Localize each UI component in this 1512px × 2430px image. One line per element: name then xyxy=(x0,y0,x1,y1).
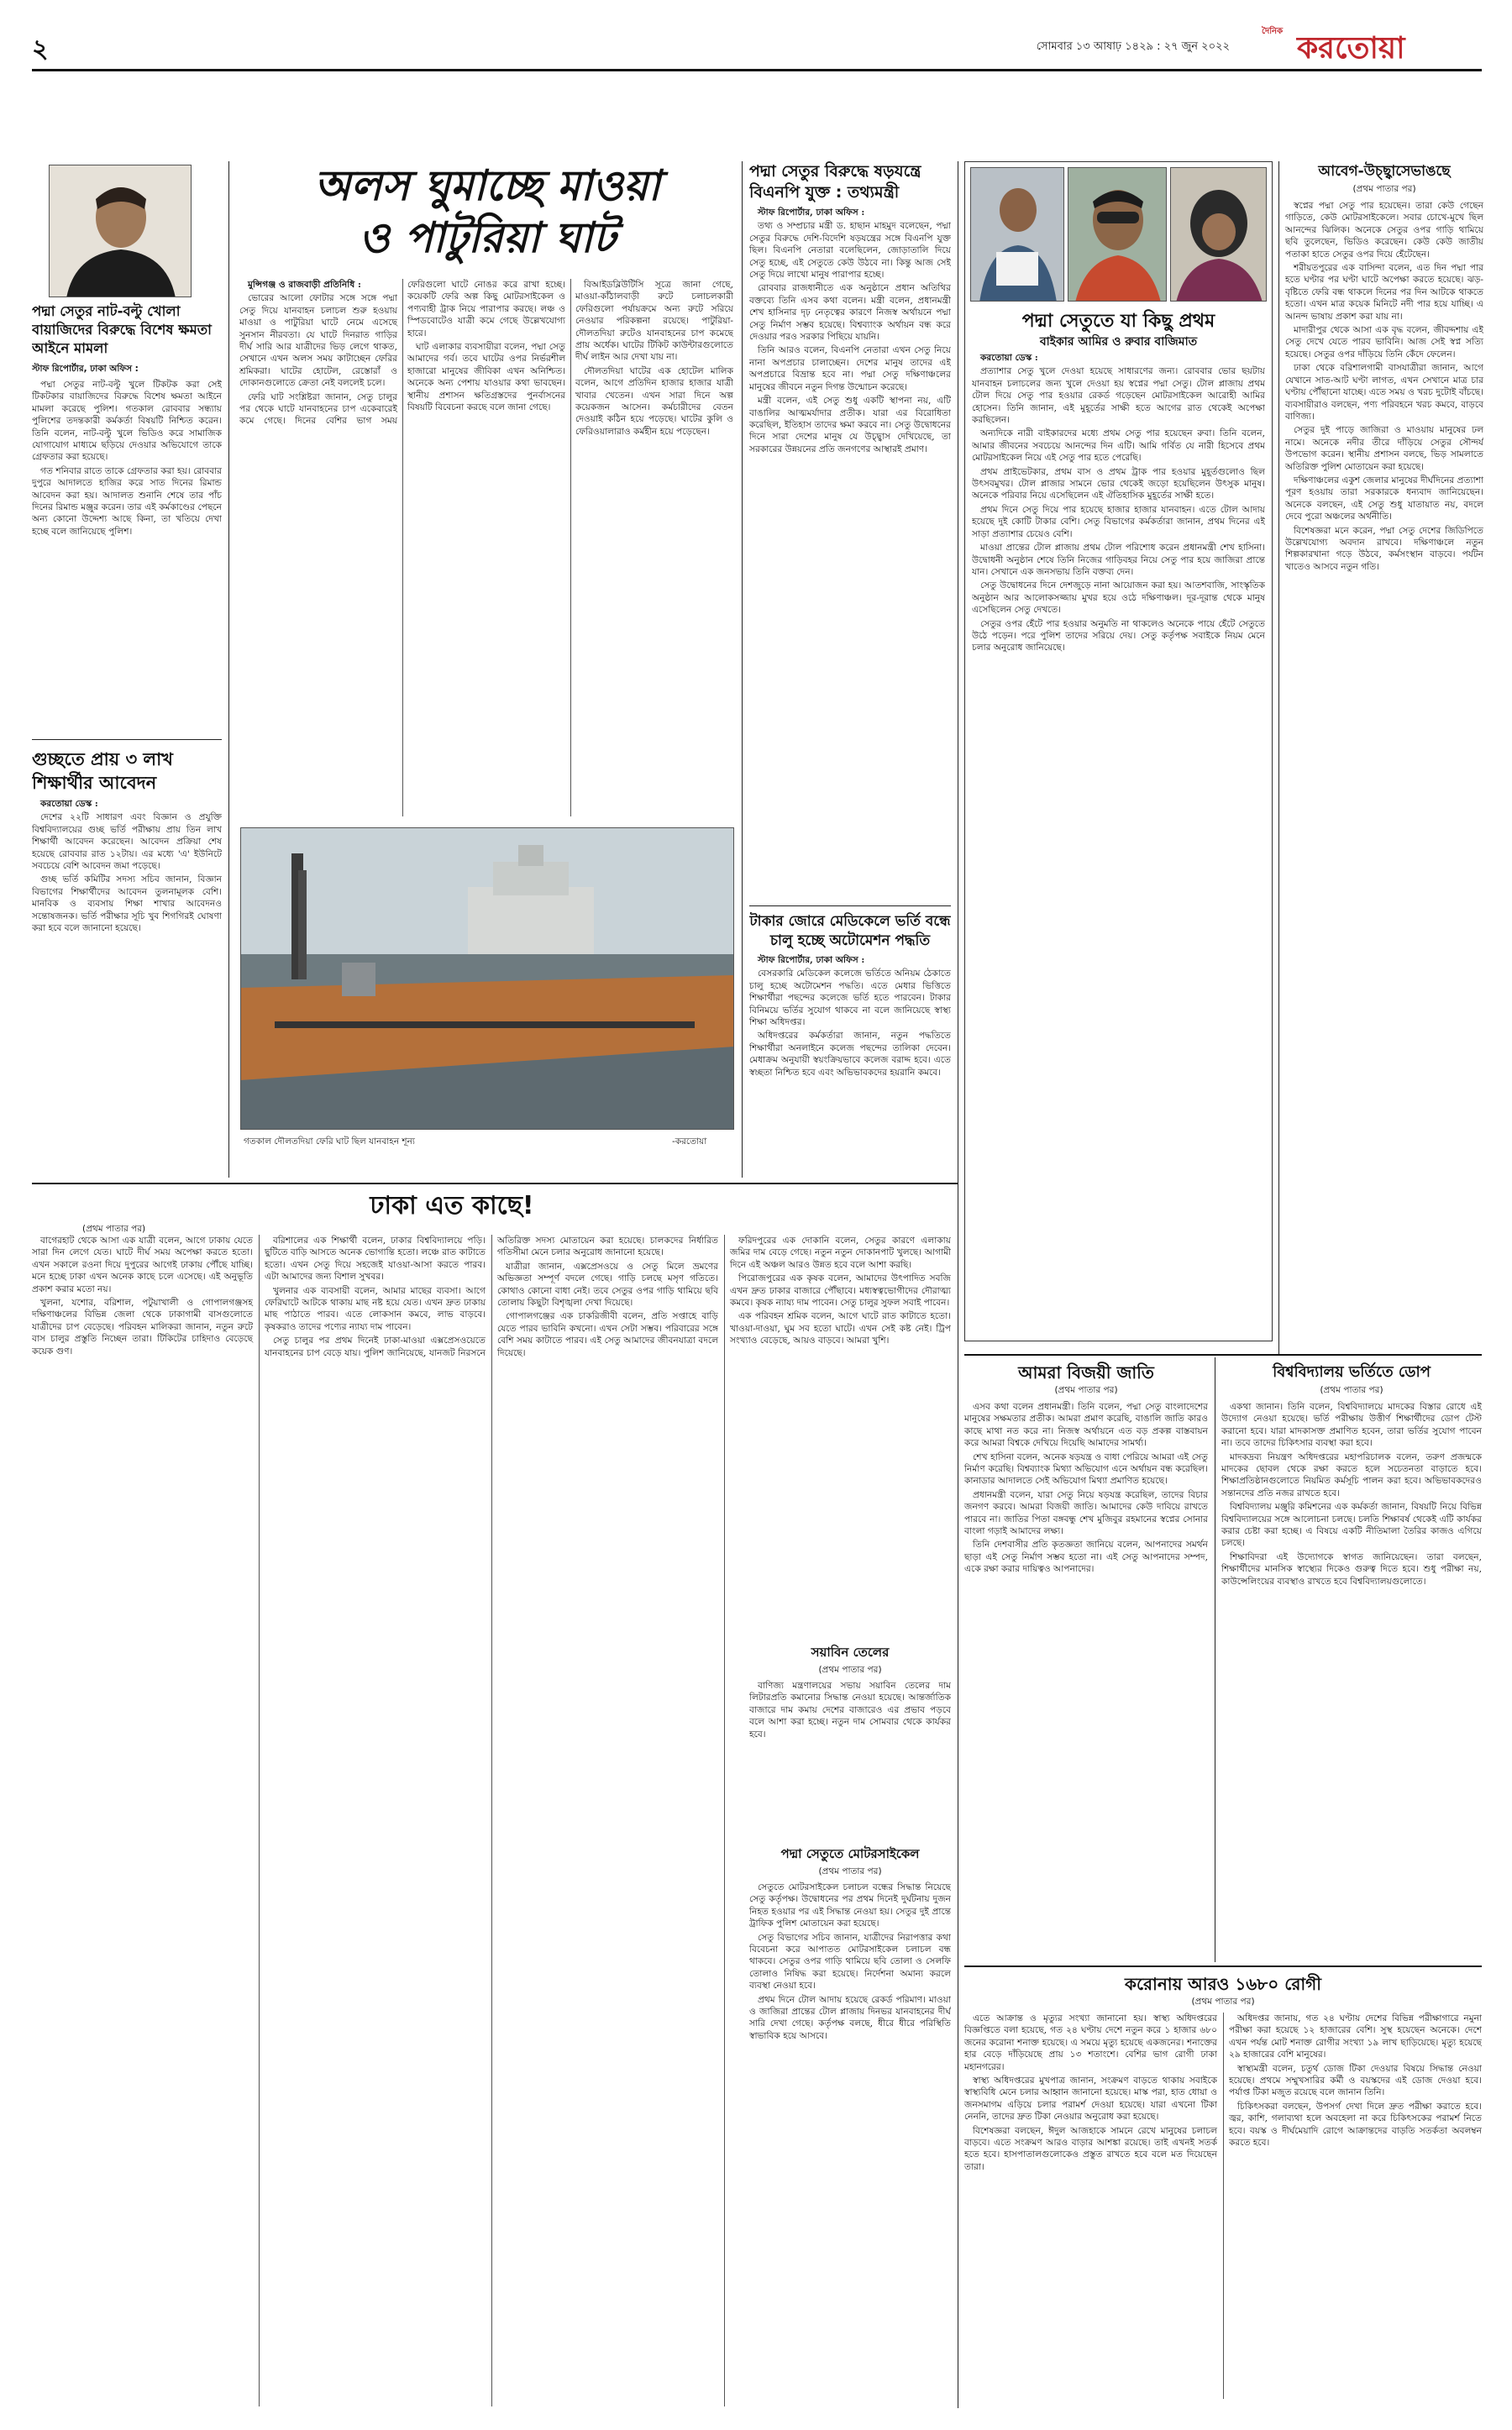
subheadline-first: বাইকার আমির ও রুবার বাজিমাত xyxy=(1039,335,1198,349)
paragraph xyxy=(239,279,397,291)
photo-strip xyxy=(970,167,1267,302)
paragraph: পদ্মা সেতুর নাট-বল্টু খুলে টিকটক করা সেই টিকটকার বায়াজিদের বিরুদ্ধে বিশেষ ক্ষমতা আইনে মামলা করেছে পুলিশ। গতকাল রোববার সন্ধ্যায় পুলিশের তদন্তকারী কর্মকর্তা বিষয়টি নিশ্চিত করেন। তিনি বলেন, নাট-বল্টু খুলে ভিডিও করে সামাজিক যোগাযোগ মাধ্যমে ছড়িয়ে দেওয়ার অভিযোগে তাকে গ্রেফতার করা হয়েছে। xyxy=(32,380,222,463)
byline-nutbolt: স্টাফ রিপোর্টার, ঢাকা অফিস : xyxy=(32,364,139,374)
ferry-ghat-illustration xyxy=(241,828,734,1130)
paragraph: মন্ত্রী বলেন, এই সেতু শুধু একটি স্থাপনা নয়, এটি বাঙালির আত্মমর্যাদার প্রতীক। যারা এর বিরোধিতা করেছিল, ইতিহাস তাদের ক্ষমা করবে না। সেতু উদ্বোধনের দিনে সারা দেশের মানুষ যে উচ্ছ্বাস দেখিয়েছে, তা সরকারের উন্নয়নের প্রতি জনগণের আস্থারই প্রমাণ। xyxy=(749,396,951,454)
headline-nutbolt: পদ্মা সেতুর নাট-বল্টু খোলা বায়াজিদের বিরুদ্ধে বিশেষ ক্ষমতা আইনে মামলা xyxy=(32,303,212,356)
jump-oil: (প্রথম পাতার পর) xyxy=(818,1665,882,1675)
paragraph: অধিদপ্তরের কর্মকর্তারা জানান, নতুন পদ্ধতিতে শিক্ষার্থীরা অনলাইনে কলেজ পছন্দের তালিকা দেবেন। মেধাক্রম অনুযায়ী স্বয়ংক্রিয়ভাবে কলেজ বরাদ্দ হবে। এতে স্বচ্ছতা নিশ্চিত হবে এবং অভিভাবকদের হয়রানি কমবে। xyxy=(749,1031,951,1078)
jump-motorbike2: (প্রথম পাতার পর) xyxy=(818,1866,882,1876)
body-motorbike2 xyxy=(749,1882,951,2042)
photo-ferry-ghat xyxy=(240,827,734,1130)
body-emotion xyxy=(1285,200,1483,1354)
paragraph: সেতু চালুর পর প্রথম দিনেই ঢাকা-মাওয়া এক্সপ্রেসওয়েতে যানবাহনের চাপ বেড়ে যায়। পুলিশ জানিয়েছে, যানজট নিরসনে অতিরিক্ত সদস্য মোতায়েন করা হয়েছে। চালকদের নির্ধারিত গতিসীমা মেনে চলার অনুরোধ জানানো হয়েছে। xyxy=(265,1236,718,1358)
paragraph: এক পরিবহন শ্রমিক বলেন, আগে ঘাটে রাত কাটাতে হতো। খাওয়া-দাওয়া, ঘুম সব হতো ঘাটে। এখন সেই কষ্ট নেই। ট্রিপ সংখ্যাও বেড়েছে, আয়ও বাড়বে। আমরা খুশি। xyxy=(730,1311,951,1346)
date-line: সোমবার ১৩ আষাঢ় ১৪২৯ : ২৭ জুন ২০২২ xyxy=(1036,40,1230,53)
headline-students: গুচ্ছতে প্রায় ৩ লাখ শিক্ষার্থীর আবেদন xyxy=(32,749,173,793)
paragraph: যাত্রীরা জানান, এক্সপ্রেসওয়ে ও সেতু মিলে ভ্রমণের অভিজ্ঞতা সম্পূর্ণ বদলে গেছে। গাড়ি চলছে মসৃণ গতিতে। কোথাও কোনো বাধা নেই। তবে সেতুর ওপর গাড়ি থামিয়ে ছবি তোলায় কিছুটা বিশৃঙ্খলা দেখা দিয়েছে। xyxy=(497,1261,718,1309)
paragraph: প্রথম প্রাইভেটকার, প্রথম বাস ও প্রথম ট্রাক পার হওয়ার মুহূর্তগুলোও ছিল উৎসবমুখর। টোল প্লাজার সামনে ভোর থেকেই জড়ো হয়েছিলেন উৎসুক মানুষ। অনেকে পরিবার নিয়ে এসেছিলেন এই ঐতিহাসিক মুহূর্তের সাক্ষী হতে। xyxy=(972,466,1265,501)
paragraph: প্রধানমন্ত্রী বলেন, যারা সেতু নিয়ে ষড়যন্ত্র করেছিল, তাদের বিচার জনগণ করবে। আমরা বিজয়ী জাতি। আমাদের কেউ দাবিয়ে রাখতে পারবে না। জাতির পিতা বঙ্গবন্ধু শেখ মুজিবুর রহমানের স্বপ্নের সোনার বাংলা গড়াই আমাদের লক্ষ্য। xyxy=(964,1489,1208,1537)
paragraph: বাগেরহাট থেকে আসা এক যাত্রী বলেন, আগে ঢাকায় যেতে সারা দিন লেগে যেত। ঘাটে দীর্ঘ সময় অপেক্ষা করতে হতো। এখন সকালে রওনা দিয়ে দুপুরের আগেই ঢাকায় পৌঁছে যাচ্ছি। মনে হচ্ছে ঢাকা এখন অনেক কাছে চলে এসেছে। এই অনুভূতি প্রকাশ করার মতো নয়। xyxy=(32,1236,253,1294)
paragraph: মাদারীপুর থেকে আসা এক বৃদ্ধ বলেন, জীবদ্দশায় এই সেতু দেখে যেতে পারব ভাবিনি। আজ সেই স্বপ্ন সত্যি হয়েছে। সেতুর ওপর দাঁড়িয়ে তিনি কেঁদে ফেলেন। xyxy=(1285,325,1483,360)
story-medical xyxy=(749,912,951,1178)
paragraph: অন্যদিকে নারী বাইকারদের মধ্যে প্রথম সেতু পার হয়েছেন রুবা। তিনি বলেন, আমার জীবনের সবচেয়ে আনন্দের দিন এটি। আমি গর্বিত যে নারী হিসেবে প্রথম মোটরসাইকেল নিয়ে এই সেতু পার হতে পেরেছি। xyxy=(972,428,1265,464)
headline-medical: টাকার জোরে মেডিকেলে ভর্তি বন্ধে চালু হচ্ছে অটোমেশন পদ্ধতি xyxy=(749,913,951,949)
paragraph: শিক্ষাবিদরা এই উদ্যোগকে স্বাগত জানিয়েছেন। তারা বলছেন, শিক্ষার্থীদের মানসিক স্বাস্থ্যের দিকেও গুরুত্ব দিতে হবে। শুধু পরীক্ষা নয়, কাউন্সেলিংয়ের ব্যবস্থাও রাখতে হবে বিশ্ববিদ্যালয়গুলোতে। xyxy=(1221,1551,1482,1587)
paragraph: এতে আক্রান্ত ও মৃত্যুর সংখ্যা জানানো হয়। স্বাস্থ্য অধিদপ্তরের বিজ্ঞপ্তিতে বলা হয়েছে, গত ২৪ ঘণ্টায় দেশে নতুন করে ১ হাজার ৬৮০ জনের করোনা শনাক্ত হয়েছে। এ সময়ে মৃত্যু হয়েছে একজনের। শনাক্তের হার বেড়ে দাঁড়িয়েছে প্রায় ১৩ শতাংশে। বেশির ভাগ রোগী ঢাকা মহানগরের। xyxy=(964,2013,1217,2072)
section-rule xyxy=(32,1183,958,1184)
paragraph: বরিশালের এক শিক্ষার্থী বলেন, ঢাকার বিশ্ববিদ্যালয়ে পড়ি। ছুটিতে বাড়ি আসতে অনেক ভোগান্তি হতো। লঞ্চে রাত কাটাতে হতো। এখন সেতু দিয়ে সহজেই যাওয়া-আসা করতে পারব। এটা আমাদের জন্য বিশাল সুখবর। xyxy=(265,1236,486,1283)
paragraph: ফরিদপুরের এক দোকানি বলেন, সেতুর কারণে এলাকায় জমির দাম বেড়ে গেছে। নতুন নতুন দোকানপাট খুলছে। আগামী দিনে এই অঞ্চল আরও উন্নত হবে বলে আশা করছি। xyxy=(730,1236,951,1270)
byline-conspiracy: স্টাফ রিপোর্টার, ঢাকা অফিস : xyxy=(758,207,865,218)
story-nutbolt xyxy=(32,302,222,714)
paragraph: স্বাস্থ্যমন্ত্রী বলেন, চতুর্থ ডোজ টিকা দেওয়ার বিষয়ে সিদ্ধান্ত নেওয়া হয়েছে। প্রথমে সম্মুখসারির কর্মী ও বয়স্কদের এই ডোজ দেওয়া হবে। পর্যাপ্ত টিকা মজুত রয়েছে বলে জানান তিনি। xyxy=(1229,2063,1482,2098)
paragraph: গত শনিবার রাতে তাকে গ্রেফতার করা হয়। রোববার দুপুরে আদালতে হাজির করে সাত দিনের রিমান্ড আবেদন করা হয়। আদালত শুনানি শেষে তার পাঁচ দিনের রিমান্ড মঞ্জুর করেন। তার এই কর্মকাণ্ডের পেছনে অন্য কোনো উদ্দেশ্য আছে কিনা, তা খতিয়ে দেখা হচ্ছে বলে জানিয়েছে পুলিশ। xyxy=(32,465,222,537)
paragraph: বিশেষজ্ঞরা মনে করেন, পদ্মা সেতু দেশের জিডিপিতে উল্লেখযোগ্য অবদান রাখবে। দক্ষিণাঞ্চলে নতুন শিল্পকারখানা গড়ে উঠবে, কর্মসংস্থান বাড়বে। পর্যটন খাতেও আসবে নতুন গতি। xyxy=(1285,525,1483,572)
paragraph: বিআইডব্লিউটিসি সূত্রে জানা গেছে, মাওয়া-কাঁঠালবাড়ী রুটে চলাচলকারী ফেরিগুলো পর্যায়ক্রমে অন্য রুটে সরিয়ে নেওয়ার পরিকল্পনা রয়েছে। পাটুরিয়া-দৌলতদিয়া রুটেও যানবাহনের চাপ কমেছে প্রায় অর্ধেক। ঘাটের টিকিট কাউন্টারগুলোতে দীর্ঘ লাইন আর দেখা যায় না। xyxy=(575,280,733,363)
paragraph: দৌলতদিয়া ঘাটের এক হোটেল মালিক বলেন, আগে প্রতিদিন হাজার হাজার যাত্রী খাবার খেতেন। এখন সারা দিনে অল্প কয়েকজন আসেন। কর্মচারীদের বেতন দেওয়াই কঠিন হয়ে পড়েছে। ঘাটের কুলি ও ফেরিওয়ালারাও কর্মহীন হয়ে পড়েছেন। xyxy=(575,365,733,437)
body-conspiracy xyxy=(749,207,951,455)
paragraph: পিরোজপুরের এক কৃষক বলেন, আমাদের উৎপাদিত সবজি এখন দ্রুত ঢাকার বাজারে পৌঁছাবে। মধ্যস্বত্বভোগীদের দৌরাত্ম্য কমবে। কৃষক ন্যায্য দাম পাবেন। সেতু চালুর সুফল সবাই পাবেন। xyxy=(730,1273,951,1309)
story-conspiracy xyxy=(749,161,951,900)
paragraph: তিনি আরও বলেন, বিএনপি নেতারা এখন সেতু নিয়ে নানা অপপ্রচার চালাচ্ছেন। দেশের মানুষ তাদের এই অপপ্রচারে বিভ্রান্ত হবে না। পদ্মা সেতু দক্ষিণাঞ্চলের মানুষের জীবনে নতুন দিগন্ত উন্মোচন করেছে। xyxy=(749,345,951,392)
paragraph: স্বাস্থ্য অধিদপ্তরের মুখপাত্র জানান, সংক্রমণ বাড়তে থাকায় সবাইকে স্বাস্থ্যবিধি মেনে চলার আহ্বান জানানো হয়েছে। মাস্ক পরা, হাত ধোয়া ও জনসমাগম এড়িয়ে চলার পরামর্শ দেওয়া হয়েছে। যারা এখনো টিকা নেননি, তাদের দ্রুত টিকা নেওয়ার অনুরোধ করা হয়েছে। xyxy=(964,2076,1217,2123)
paragraph xyxy=(972,352,1265,364)
lead-headline-block xyxy=(239,160,735,270)
paragraph: দেশের ২২টি সাধারণ এবং বিজ্ঞান ও প্রযুক্তি বিশ্ববিদ্যালয়ের গুচ্ছ ভর্তি পরীক্ষায় প্রায় তিন লাখ শিক্ষার্থী আবেদন করেছেন। আবেদন প্রক্রিয়া শেষ হয়েছে রোববার রাত ১২টায়। এর মধ্যে 'এ' ইউনিটে সবচেয়ে বেশি আবেদন জমা পড়েছে। xyxy=(32,812,222,872)
paragraph: তিনি দেশবাসীর প্রতি কৃতজ্ঞতা জানিয়ে বলেন, আপনাদের সমর্থন ছাড়া এই সেতু নির্মাণ সম্ভব হতো না। এই সেতু আপনাদের সম্পদ, একে রক্ষা করার দায়িত্বও আপনাদের। xyxy=(964,1540,1208,1575)
body-first xyxy=(972,352,1265,1335)
paragraph: মাদকদ্রব্য নিয়ন্ত্রণ অধিদপ্তরের মহাপরিচালক বলেন, তরুণ প্রজন্মকে মাদকের ছোবল থেকে রক্ষা করতে হলে সচেতনতা বাড়াতে হবে। শিক্ষাপ্রতিষ্ঠানগুলোতে নিয়মিত কর্মসূচি পালন করা হবে। অভিভাবকদেরও সন্তানদের প্রতি নজর রাখতে হবে। xyxy=(1221,1451,1482,1498)
paragraph: সেতু বিভাগের সচিব জানান, যাত্রীদের নিরাপত্তার কথা বিবেচনা করে আপাতত মোটরসাইকেল চলাচল বন্ধ থাকবে। সেতুর ওপর গাড়ি থামিয়ে ছবি তোলা ও সেলফি তোলাও নিষিদ্ধ করা হয়েছে। নির্দেশনা অমান্য করলে ব্যবস্থা নেওয়া হবে। xyxy=(749,1932,951,1992)
body-oil xyxy=(749,1680,951,1740)
body-corona xyxy=(964,2013,1482,2399)
story-nation xyxy=(964,1361,1208,1949)
woman-in-helmet-icon xyxy=(1171,168,1267,302)
photo-person-document xyxy=(970,167,1064,302)
paragraph: বাণিজ্য মন্ত্রণালয়ের সভায় সয়াবিন তেলের দাম লিটারপ্রতি কমানোর সিদ্ধান্ত নেওয়া হয়েছে। আন্তর্জাতিক বাজারে দাম কমায় দেশের বাজারেও এর প্রভাব পড়বে বলে আশা করা হচ্ছে। নতুন দাম সোমবার থেকে কার্যকর হবে। xyxy=(749,1681,951,1740)
body-university xyxy=(1221,1401,1482,1588)
lead-body xyxy=(239,279,733,816)
page-number: ২ xyxy=(32,34,49,64)
paragraph: চিকিৎসকরা বলছেন, উপসর্গ দেখা দিলে দ্রুত পরীক্ষা করাতে হবে। জ্বর, কাশি, গলাব্যথা হলে অবহেলা না করে চিকিৎসকের পরামর্শ নিতে হবে। বয়স্ক ও দীর্ঘমেয়াদি রোগে আক্রান্তদের বাড়তি সতর্কতা অবলম্বন করতে হবে। xyxy=(1229,2101,1482,2149)
headline-oil: সয়াবিন তেলের xyxy=(811,1645,890,1660)
column-rule xyxy=(742,161,743,1178)
person-with-document-icon xyxy=(971,168,1064,302)
headline-emotion: আবেগ-উচ্ছ্বাসেভাঙছে xyxy=(1318,163,1451,180)
jump-corona: (প্রথম পাতার পর) xyxy=(1191,1997,1255,2007)
story-emotion xyxy=(1285,161,1483,1354)
person-portrait-icon xyxy=(50,165,192,297)
story-university xyxy=(1221,1361,1482,1949)
headline-nation: আমরা বিজয়ী জাতি xyxy=(1018,1362,1154,1383)
story-dhaka-headline xyxy=(32,1189,872,1236)
paragraph: ঘাট এলাকার ব্যবসায়ীরা বলেন, পদ্মা সেতু আমাদের গর্ব। তবে ঘাটের ওপর নির্ভরশীল হাজারো মানুষের জীবিকা এখন অনিশ্চিত। অনেকে অন্য পেশায় যাওয়ার কথা ভাবছেন। স্থানীয় প্রশাসন ক্ষতিগ্রস্তদের পুনর্বাসনের বিষয়টি বিবেচনা করছে বলে জানা গেছে। xyxy=(407,342,565,413)
paragraph: একথা জানান। তিনি বলেন, বিশ্ববিদ্যালয়ে মাদকের বিস্তার রোধে এই উদ্যোগ নেওয়া হয়েছে। ভর্তি পরীক্ষায় উত্তীর্ণ শিক্ষার্থীদের ডোপ টেস্ট করানো হবে। যারা মাদকাসক্ত প্রমাণিত হবেন, তারা ভর্তির সুযোগ পাবেন না। তবে তাদের চিকিৎসার ব্যবস্থা করা হবে। xyxy=(1221,1402,1482,1449)
paragraph xyxy=(32,798,222,810)
story-corona xyxy=(964,1972,1482,2407)
story-oil xyxy=(749,1643,951,1836)
paragraph: ভোরের আলো ফোটার সঙ্গে সঙ্গে পদ্মা সেতু দিয়ে যানবাহন চলাচল শুরু হওয়ায় মাওয়া ও পাটুরিয়া ঘাটে নেমে এসেছে সুনসান নীরবতা। যে ঘাটে দিনরাত গাড়ির দীর্ঘ সারি আর যাত্রীদের ভিড় লেগে থাকত, সেখানে এখন অলস সময় কাটাচ্ছেন ফেরির শ্রমিকরা। ঘাটের হোটেল, রেস্তোরাঁ ও দোকানগুলোতে ক্রেতা নেই বললেই চলে। xyxy=(239,293,397,389)
photo-accused xyxy=(49,165,192,297)
byline-first: করতোয়া ডেস্ক : xyxy=(980,353,1038,363)
story-motorbike2 xyxy=(749,1845,951,2407)
headline-first: পদ্মা সেতুতে যা কিছু প্রথম xyxy=(1021,311,1215,332)
headline-corona: করোনায় আরও ১৬৮০ রোগী xyxy=(1125,1974,1321,1994)
paragraph: ঢাকা থেকে বরিশালগামী বাসযাত্রীরা জানান, আগে যেখানে সাত-আট ঘণ্টা লাগত, এখন সেখানে মাত্র চার ঘণ্টায় পৌঁছানো যাচ্ছে। এতে সময় ও খরচ দুটোই বাঁচছে। ব্যবসায়ীরাও বলছেন, পণ্য পরিবহনে খরচ কমবে, বাড়বে বাণিজ্য। xyxy=(1285,363,1483,422)
story-first-box xyxy=(964,161,1273,1341)
paragraph: গোপালগঞ্জের এক চাকরিজীবী বলেন, প্রতি সপ্তাহে বাড়ি যেতে পারব ভাবিনি কখনো। এখন সেটা সম্ভব। পরিবারের সঙ্গে বেশি সময় কাটাতে পারব। এই সেতু আমাদের জীবনযাত্রা বদলে দিয়েছে। xyxy=(497,1311,718,1358)
headline-dhaka: ঢাকা এত কাছে! xyxy=(370,1191,534,1220)
logo-small-text: দৈনিক xyxy=(1262,27,1284,36)
paragraph xyxy=(749,954,951,966)
photo-credit-ferry: -করতোয়া xyxy=(672,1136,707,1147)
paragraph: অধিদপ্তর জানায়, গত ২৪ ঘণ্টায় দেশের বিভিন্ন পরীক্ষাগারে নমুনা পরীক্ষা করা হয়েছে ১২ হাজারের বেশি। সুস্থ হয়েছেন অনেকে। দেশে এখন পর্যন্ত মোট শনাক্ত রোগীর সংখ্যা ১৯ লাখ ছাড়িয়েছে। মৃত্যু হয়েছে ২৯ হাজারের বেশি মানুষের। xyxy=(1229,2013,1482,2060)
paragraph: দক্ষিণাঞ্চলের একুশ জেলার মানুষের দীর্ঘদিনের প্রত্যাশা পূরণ হওয়ায় তারা সরকারকে ধন্যবাদ জানিয়েছেন। অনেকে বলছেন, এই সেতু শুধু যাতায়াত নয়, বদলে দেবে পুরো অঞ্চলের অর্থনীতি। xyxy=(1285,475,1483,522)
body-students xyxy=(32,798,222,934)
divider xyxy=(964,1966,1482,1967)
paragraph xyxy=(749,207,951,218)
paragraph: সেতুর দুই পাড়ে জাজিরা ও মাওয়ায় মানুষের ঢল নামে। অনেকে নদীর তীরে দাঁড়িয়ে সেতুর সৌন্দর্য উপভোগ করেন। স্থানীয় প্রশাসন বলছে, ভিড় সামলাতে অতিরিক্ত পুলিশ মোতায়েন করা হয়েছে। xyxy=(1285,425,1483,472)
column-rule xyxy=(228,161,229,1178)
paragraph: গুচ্ছ ভর্তি কমিটির সদস্য সচিব জানান, বিজ্ঞান বিভাগের শিক্ষার্থীদের আবেদন তুলনামূলক বেশি। মানবিক ও ব্যবসায় শিক্ষা শাখার আবেদনও সন্তোষজনক। ভর্তি পরীক্ষার সূচি খুব শিগগিরই ঘোষণা করা হবে বলে জানানো হয়েছে। xyxy=(32,874,222,934)
body-medical xyxy=(749,954,951,1079)
paragraph: বিশেষজ্ঞরা বলছেন, ঈদুল আজহাকে সামনে রেখে মানুষের চলাচল বাড়বে। এতে সংক্রমণ আরও বাড়ার আশঙ্কা রয়েছে। তাই এখনই সতর্ক হতে হবে। হাসপাতালগুলোকেও প্রস্তুত রাখতে হবে বলে মত দিয়েছেন তারা। xyxy=(964,2125,1217,2172)
body-nutbolt xyxy=(32,379,222,538)
logo-main-text: করতোয়া xyxy=(1297,30,1405,66)
paragraph: এসব কথা বলেন প্রধানমন্ত্রী। তিনি বলেন, পদ্মা সেতু বাংলাদেশের মানুষের সক্ষমতার প্রতীক। আমরা প্রমাণ করেছি, বাঙালি জাতি কারও কাছে মাথা নত করে না। নিজস্ব অর্থায়নে এত বড় প্রকল্প বাস্তবায়ন করে আমরা বিশ্বকে দেখিয়ে দিয়েছি আমাদের সামর্থ্য। xyxy=(964,1402,1208,1449)
jump-emotion: (প্রথম পাতার পর) xyxy=(1352,184,1416,194)
lead-headline-line1: অলস ঘুমাচ্ছে মাওয়া xyxy=(314,160,660,210)
photo-woman-helmet xyxy=(1170,167,1267,302)
story-students xyxy=(32,748,222,1134)
jump-university: (প্রথম পাতার পর) xyxy=(1320,1385,1383,1395)
paragraph: বিশ্ববিদ্যালয় মঞ্জুরি কমিশনের এক কর্মকর্তা জানান, বিষয়টি নিয়ে বিভিন্ন বিশ্ববিদ্যালয়ের সঙ্গে আলোচনা চলছে। চলতি শিক্ষাবর্ষ থেকেই এটি কার্যকর করার চেষ্টা করা হচ্ছে। এ বিষয়ে একটি নীতিমালা তৈরির কাজও এগিয়ে চলছে। xyxy=(1221,1502,1482,1549)
headline-conspiracy: পদ্মা সেতুর বিরুদ্ধে ষড়যন্ত্রে বিএনপি যুক্ত : তথ্যমন্ত্রী xyxy=(749,162,921,202)
divider xyxy=(964,1354,1482,1356)
byline-students: করতোয়া ডেস্ক : xyxy=(40,799,98,809)
man-with-sunglasses-icon xyxy=(1068,168,1167,302)
paragraph: সেতুতে মোটরসাইকেল চলাচল বন্ধের সিদ্ধান্ত নিয়েছে সেতু কর্তৃপক্ষ। উদ্বোধনের পর প্রথম দিনেই দুর্ঘটনায় দুজন নিহত হওয়ার পর এই সিদ্ধান্ত নেওয়া হয়। সেতুর দুই প্রান্তে ট্রাফিক পুলিশ মোতায়েন করা হয়েছে। xyxy=(749,1882,951,1929)
paragraph: খুলনার এক ব্যবসায়ী বলেন, আমার মাছের ব্যবসা। আগে ফেরিঘাটে আটকে থাকায় মাছ নষ্ট হয়ে যেত। এখন দ্রুত ঢাকায় মাছ পাঠাতে পারব। এতে লোকসান কমবে, লাভ বাড়বে। কৃষকরাও তাদের পণ্যের ন্যায্য দাম পাবেন। xyxy=(265,1285,486,1332)
paragraph: বেসরকারি মেডিকেল কলেজে ভর্তিতে অনিয়ম ঠেকাতে চালু হচ্ছে অটোমেশন পদ্ধতি। এতে মেধার ভিত্তিতে শিক্ষার্থীরা পছন্দের কলেজে ভর্তি হতে পারবেন। টাকার বিনিময়ে ভর্তির সুযোগ থাকবে না বলে জানিয়েছে স্বাস্থ্য শিক্ষা অধিদপ্তর। xyxy=(749,968,951,1028)
photo-caption-ferry: গতকাল দৌলতদিয়া ফেরি ঘাট ছিল যানবাহন শূন্য xyxy=(244,1136,415,1147)
byline-medical: স্টাফ রিপোর্টার, ঢাকা অফিস : xyxy=(758,955,865,965)
header-rule xyxy=(32,69,1482,71)
paragraph: তথ্য ও সম্প্রচার মন্ত্রী ড. হাছান মাহমুদ বলেছেন, পদ্মা সেতুর বিরুদ্ধে দেশি-বিদেশি ষড়যন্ত্রের সঙ্গে বিএনপি যুক্ত ছিল। বিএনপি নেতারা বলেছিলেন, জোড়াতালি দিয়ে সেতু হচ্ছে, এই সেতুতে কেউ উঠবে না। কিন্তু আজ সেই সেতু দিয়ে লাখো মানুষ পারাপার হচ্ছে। xyxy=(749,221,951,281)
paragraph: খুলনা, যশোর, বরিশাল, পটুয়াখালী ও গোপালগঞ্জসহ দক্ষিণাঞ্চলের বিভিন্ন জেলা থেকে ঢাকাগামী বাসগুলোতে যাত্রীদের চাপ বেড়েছে। পরিবহন মালিকরা জানান, নতুন রুটে বাস চালুর প্রস্তুতি নিচ্ছেন তারা। টিকিটের চাহিদাও বেড়েছে কয়েক গুণ। xyxy=(32,1298,253,1357)
paragraph: প্রথম দিনে সেতু দিয়ে পার হয়েছে হাজার হাজার যানবাহন। এতে টোল আদায় হয়েছে দুই কোটি টাকার বেশি। সেতু বিভাগের কর্মকর্তারা জানান, প্রথম দিনের এই সাড়া প্রত্যাশার চেয়েও বেশি। xyxy=(972,504,1265,539)
paragraph: শরীয়তপুরের এক বাসিন্দা বলেন, এত দিন পদ্মা পার হতে ঘণ্টার পর ঘণ্টা ঘাটে অপেক্ষা করতে হয়েছে। ঝড়-বৃষ্টিতে ফেরি বন্ধ থাকলে দিনের পর দিন আটকে থাকতে হতো। এখন মাত্র কয়েক মিনিটে নদী পার হয়ে যাচ্ছি। এ আনন্দ ভাষায় প্রকাশ করা যায় না। xyxy=(1285,263,1483,322)
page-header xyxy=(32,24,1482,66)
lead-headline-line2: ও পাটুরিয়া ঘাট xyxy=(359,213,616,262)
column-rule xyxy=(1278,161,1279,1354)
paragraph: প্রত্যাশার সেতু খুলে দেওয়া হয়েছে সাধারণের জন্য। রোববার ভোর ছয়টায় যানবাহন চলাচলের জন্য খুলে দেওয়া হয় স্বপ্নের পদ্মা সেতু। টোল প্লাজায় প্রথম টোল দিয়ে সেতু পার হওয়ার রেকর্ড গড়েছেন মোটরসাইকেল আরোহী আমির হোসেন। তিনি জানান, এই মুহূর্তের সাক্ষী হতে আগের রাত থেকেই অপেক্ষা করছিলেন। xyxy=(972,366,1265,426)
paragraph: শেখ হাসিনা বলেন, অনেক ষড়যন্ত্র ও বাধা পেরিয়ে আমরা এই সেতু নির্মাণ করেছি। বিশ্বব্যাংক মিথ্যা অভিযোগ এনে অর্থায়ন বন্ধ করেছিল। কানাডার আদালতে সেই অভিযোগ মিথ্যা প্রমাণিত হয়েছে। xyxy=(964,1451,1208,1487)
paragraph: সেতুর ওপর হেঁটে পার হওয়ার অনুমতি না থাকলেও অনেকে পায়ে হেঁটে সেতুতে উঠে পড়েন। পরে পুলিশ তাদের সরিয়ে দেয়। সেতু কর্তৃপক্ষ সবাইকে নিয়ম মেনে চলার অনুরোধ জানিয়েছে। xyxy=(972,618,1265,653)
jump-dhaka: (প্রথম পাতার পর) xyxy=(82,1224,146,1234)
paragraph: স্বপ্নের পদ্মা সেতু পার হয়েছেন। তারা কেউ গেছেন গাড়িতে, কেউ মোটরসাইকেলে। সবার চোখে-মুখে ছিল আনন্দের ঝিলিক। অনেকে সেতুর ওপর গাড়ি থামিয়ে ছবি তুলেছেন, ভিডিও করেছেন। কেউ কেউ জাতীয় পতাকা হাতে সেতুর ওপর দিয়ে হেঁটেছেন। xyxy=(1285,201,1483,260)
paragraph: প্রথম দিনে টোল আদায় হয়েছে রেকর্ড পরিমাণ। মাওয়া ও জাজিরা প্রান্তের টোল প্লাজায় দিনভর যানবাহনের দীর্ঘ সারি দেখা গেছে। কর্তৃপক্ষ বলছে, ধীরে ধীরে পরিস্থিতি স্বাভাবিক হয়ে আসবে। xyxy=(749,1994,951,2041)
headline-university: বিশ্ববিদ্যালয় ভর্তিতে ডোপ xyxy=(1273,1363,1431,1381)
headline-motorbike2: পদ্মা সেতুতে মোটরসাইকেল xyxy=(780,1846,920,1861)
divider xyxy=(32,739,222,740)
divider xyxy=(749,905,951,906)
photo-man-sunglasses xyxy=(1068,167,1167,302)
paragraph: সেতু উদ্বোধনের দিনে দেশজুড়ে নানা আয়োজন করা হয়। আতশবাজি, সাংস্কৃতিক অনুষ্ঠান আর আলোকসজ্জায় মুখর হয়ে ওঠে দক্ষিণাঞ্চল। দূর-দূরান্ত থেকে মানুষ এসেছিলেন সেতু দেখতে। xyxy=(972,580,1265,616)
paragraph: মাওয়া প্রান্তের টোল প্লাজায় প্রথম টোল পরিশোধ করেন প্রধানমন্ত্রী শেখ হাসিনা। উদ্বোধনী অনুষ্ঠান শেষে তিনি নিজের গাড়িবহর নিয়ে সেতু পার হয়ে জাজিরা প্রান্তে যান। সেখানে এক জনসভায় তিনি বক্তব্য দেন। xyxy=(972,543,1265,577)
masthead-logo xyxy=(1247,24,1482,66)
lead-byline: মুন্সিগঞ্জ ও রাজবাড়ী প্রতিনিধি : xyxy=(248,280,361,290)
paragraph: রোববার রাজধানীতে এক অনুষ্ঠানে প্রধান অতিথির বক্তব্যে তিনি এসব কথা বলেন। মন্ত্রী বলেন, প্রধানমন্ত্রী শেখ হাসিনার দৃঢ় নেতৃত্বের কারণে নিজস্ব অর্থায়নে পদ্মা সেতু নির্মাণ সম্ভব হয়েছে। বিশ্বব্যাংক অর্থায়ন বন্ধ করে দেওয়ার পরও সরকার পিছিয়ে যায়নি। xyxy=(749,283,951,343)
paragraph: ফেরি ঘাট সংশ্লিষ্টরা জানান, সেতু চালুর পর থেকে ঘাটে যানবাহনের চাপ একেবারেই কমে গেছে। দিনের বেশির ভাগ সময় ফেরিগুলো ঘাটে নোঙর করে রাখা হচ্ছে। কয়েকটি ফেরি অল্প কিছু মোটরসাইকেল ও পণ্যবাহী ট্রাক নিয়ে পারাপার করছে। লঞ্চ ও স্পিডবোটেও যাত্রী কমে গেছে উল্লেখযোগ্য হারে। xyxy=(239,280,565,427)
jump-nation: (প্রথম পাতার পর) xyxy=(1054,1385,1118,1395)
body-nation xyxy=(964,1401,1208,1576)
